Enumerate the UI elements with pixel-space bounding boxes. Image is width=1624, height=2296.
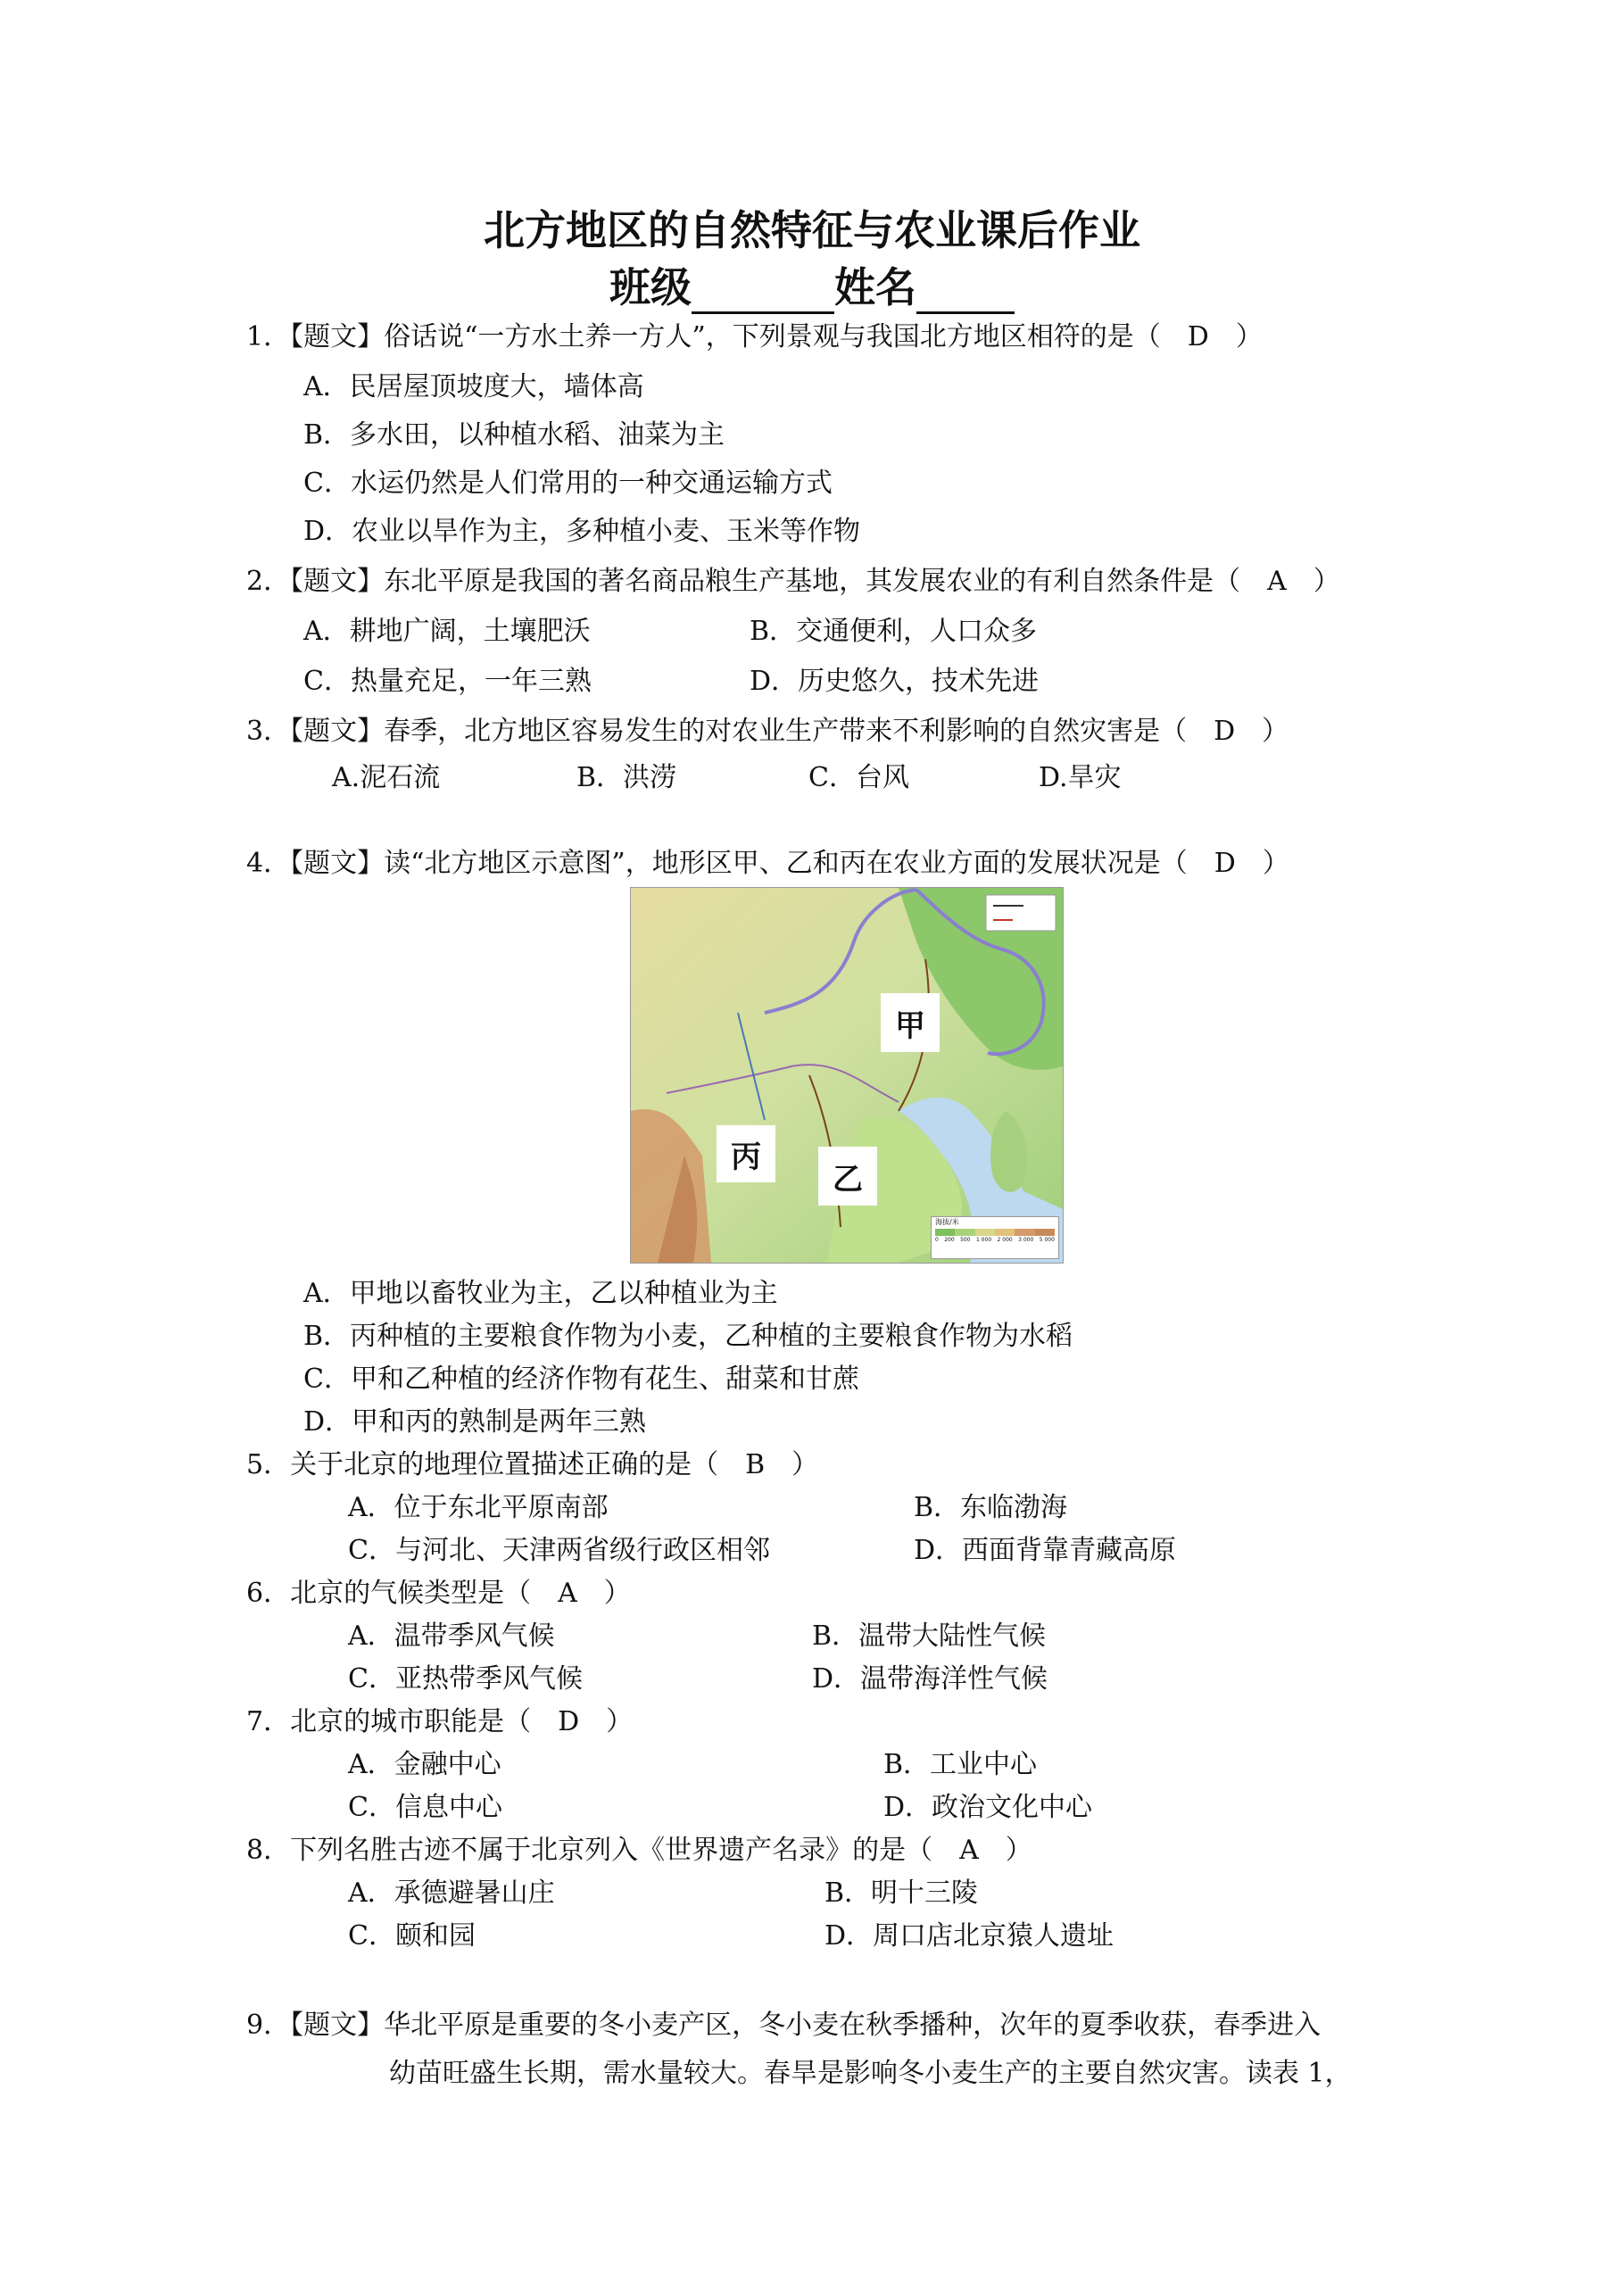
q2-option-b: B．交通便利，人口众多 bbox=[750, 616, 1038, 647]
q2-option-c: C．热量充足，一年三熟 bbox=[303, 666, 592, 697]
name-blank bbox=[916, 276, 1015, 314]
q4-option-b: B．丙种植的主要粮食作物为小麦，乙种植的主要粮食作物为水稻 bbox=[303, 1321, 1073, 1352]
q4-option-d: D．甲和丙的熟制是两年三熟 bbox=[303, 1406, 647, 1438]
name-label: 姓名 bbox=[834, 263, 916, 311]
q1-option-d: D．农业以旱作为主，多种植小麦、玉米等作物 bbox=[303, 516, 861, 547]
q5-option-b: B．东临渤海 bbox=[914, 1492, 1068, 1523]
question-5: 5．关于北京的地理位置描述正确的是（ B ） bbox=[246, 1449, 819, 1480]
map-graphic bbox=[631, 888, 1063, 1263]
map-scale-box bbox=[986, 895, 1056, 931]
q2-option-a: A．耕地广阔，土壤肥沃 bbox=[303, 616, 591, 647]
q3-option-d: D.旱灾 bbox=[1039, 762, 1122, 793]
question-7: 7．北京的城市职能是（ D ） bbox=[246, 1706, 634, 1737]
q3-option-c: C．台风 bbox=[808, 762, 909, 793]
q6-option-a: A．温带季风气候 bbox=[348, 1620, 555, 1652]
q6-option-d: D．温带海洋性气候 bbox=[812, 1663, 1048, 1695]
q4-option-c: C．甲和乙种植的经济作物有花生、甜菜和甘蔗 bbox=[303, 1364, 859, 1395]
q6-option-b: B．温带大陆性气候 bbox=[812, 1620, 1047, 1652]
map-label-jia: 甲 bbox=[881, 993, 940, 1052]
question-2: 2．【题文】东北平原是我国的著名商品粮生产基地，其发展农业的有利自然条件是（ A ） bbox=[246, 566, 1340, 597]
q1-option-a: A．民居屋顶坡度大，墙体高 bbox=[303, 371, 644, 402]
question-4: 4．【题文】读“北方地区示意图”，地形区甲、乙和丙在农业方面的发展状况是（ D ） bbox=[246, 848, 1289, 879]
q3-option-a: A.泥石流 bbox=[332, 762, 441, 793]
legend-color-ramp bbox=[935, 1229, 1055, 1236]
map-label-yi: 乙 bbox=[818, 1147, 877, 1206]
legend-ticks: 0 200 500 1 000 2 000 3 000 5 000 bbox=[935, 1237, 1055, 1243]
q7-option-c: C．信息中心 bbox=[348, 1792, 502, 1823]
legend-title: 海拔/米 bbox=[935, 1218, 959, 1226]
question-8: 8．下列名胜古迹不属于北京列入《世界遗产名录》的是（ A ） bbox=[246, 1835, 1032, 1866]
q5-option-a: A．位于东北平原南部 bbox=[348, 1492, 609, 1523]
q8-option-c: C．颐和园 bbox=[348, 1920, 476, 1952]
q7-option-d: D．政治文化中心 bbox=[883, 1792, 1093, 1823]
q3-option-b: B．洪涝 bbox=[576, 762, 677, 793]
north-region-map bbox=[630, 887, 1064, 1264]
q5-option-c: C．与河北、天津两省级行政区相邻 bbox=[348, 1535, 770, 1566]
class-label: 班级 bbox=[609, 263, 692, 311]
q1-option-b: B．多水田，以种植水稻、油菜为主 bbox=[303, 419, 725, 451]
q1-option-c: C．水运仍然是人们常用的一种交通运输方式 bbox=[303, 468, 833, 499]
map-elevation-legend bbox=[931, 1216, 1059, 1259]
question-1: 1．【题文】俗话说“一方水土养一方人”，下列景观与我国北方地区相符的是（ D ） bbox=[246, 321, 1263, 352]
page-title: 北方地区的自然特征与农业课后作业 bbox=[484, 206, 1140, 254]
question-9: 9．【题文】华北平原是重要的冬小麦产区，冬小麦在秋季播种，次年的夏季收获，春季进入 bbox=[246, 2010, 1322, 2041]
map-label-bing: 丙 bbox=[717, 1125, 775, 1182]
q5-option-d: D．西面背靠青藏高原 bbox=[914, 1535, 1177, 1566]
q8-option-b: B．明十三陵 bbox=[824, 1877, 979, 1909]
q7-option-a: A．金融中心 bbox=[348, 1749, 501, 1780]
q7-option-b: B．工业中心 bbox=[883, 1749, 1038, 1780]
q8-option-a: A．承德避暑山庄 bbox=[348, 1877, 555, 1909]
class-blank bbox=[692, 276, 834, 314]
student-info-line bbox=[0, 255, 1624, 314]
question-9-continuation: 幼苗旺盛生长期，需水量较大。春旱是影响冬小麦生产的主要自然灾害。读表 1， bbox=[389, 2058, 1352, 2089]
q8-option-d: D．周口店北京猿人遗址 bbox=[824, 1920, 1114, 1952]
question-6: 6．北京的气候类型是（ A ） bbox=[246, 1578, 631, 1609]
question-3: 3．【题文】春季，北方地区容易发生的对农业生产带来不利影响的自然灾害是（ D ） bbox=[246, 716, 1289, 747]
q6-option-c: C．亚热带季风气候 bbox=[348, 1663, 583, 1695]
q2-option-d: D．历史悠久，技术先进 bbox=[750, 666, 1040, 697]
q4-option-a: A．甲地以畜牧业为主，乙以种植业为主 bbox=[303, 1278, 778, 1309]
